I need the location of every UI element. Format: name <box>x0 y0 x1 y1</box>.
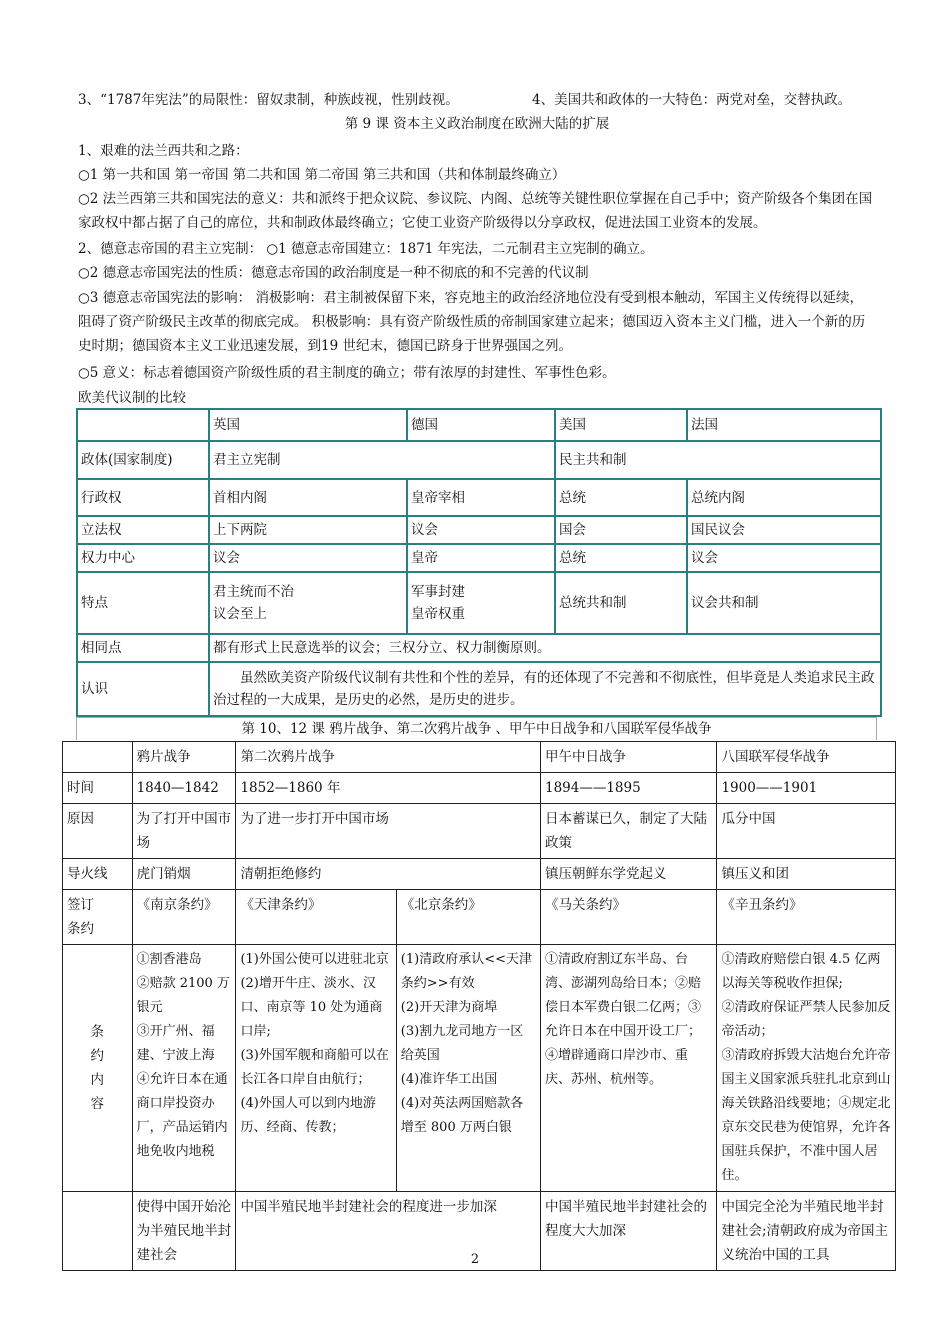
para-1: 1、艰难的法兰西共和之路： <box>78 143 249 159</box>
table-cell: 镇压义和团 <box>717 859 896 890</box>
table-cell: 议会 <box>407 516 555 544</box>
table-cell: 甲午中日战争 <box>540 742 716 773</box>
table-cell: ①割香港岛 ②赔款 2100 万银元 ③开广州、福建、宁波上海 ④允许日本在通商口岸投资办厂，产品运销内地免收内地税 <box>132 945 236 1192</box>
table-cell: 1840—1842 <box>132 773 236 804</box>
table-row <box>63 773 896 804</box>
table-cell: ①清政府赔偿白银 4.5 亿两以海关等税收作担保; ②清政府保证严禁人民参加反帝活动； ③清政府拆毁大沽炮台允许帝国主义国家派兵驻扎北京到山海关铁路沿线要地；④规定北京东交民巷为使馆界，允许各国驻兵保护，不准中国人居住。 <box>717 945 896 1192</box>
table-cell: 总统内阁 <box>687 479 881 516</box>
table-cell: 导火线 <box>63 859 133 890</box>
table-cell: 军事封建 皇帝权重 <box>407 572 555 634</box>
table-cell: 中国完全沦为半殖民地半封建社会;清朝政府成为帝国主义统治中国的工具 <box>717 1192 896 1271</box>
table-cell: 《天津条约》 <box>236 890 396 945</box>
table-row <box>63 945 896 1192</box>
top-line-right: 4、美国共和政体的一大特色：两党对垒，交替执政。 <box>532 92 852 108</box>
table-cell: 1900——1901 <box>717 773 896 804</box>
table-cell: 政体(国家制度) <box>77 441 209 479</box>
table-cell: 议会共和制 <box>687 572 881 634</box>
table-cell: 法国 <box>687 409 881 441</box>
table-row <box>63 804 896 859</box>
table-cell: 行政权 <box>77 479 209 516</box>
table-cell: 上下两院 <box>209 516 407 544</box>
table-cell: 英国 <box>209 409 407 441</box>
table-cell: 《辛丑条约》 <box>717 890 896 945</box>
comparison-table <box>76 408 882 717</box>
table-cell: 皇帝宰相 <box>407 479 555 516</box>
top-line-left: 3、“1787年宪法”的局限性：留奴隶制，种族歧视，性别歧视。 <box>78 92 459 108</box>
table-cell: 中国半殖民地半封建社会的程度大大加深 <box>540 1192 716 1271</box>
table-cell: 虽然欧美资产阶级代议制有共性和个性的差异，有的还体现了不完善和不彻底性，但毕竟是人类追求民主政治过程的一大成果，是历史的必然，是历史的进步。 <box>209 662 881 716</box>
table-cell: 立法权 <box>77 516 209 544</box>
table-cell: 为了打开中国市场 <box>132 804 236 859</box>
table-row <box>77 479 881 516</box>
table-cell: 1852—1860 年 <box>236 773 541 804</box>
table-cell: 君主统而不治 议会至上 <box>209 572 407 634</box>
table2-caption: 第 10、12 课 鸦片战争、第二次鸦片战争 、甲午中日战争和八国联军侵华战争 <box>76 717 877 740</box>
table-cell: 时间 <box>63 773 133 804</box>
table-row <box>77 441 881 479</box>
table-cell: 清朝拒绝修约 <box>236 859 541 890</box>
table-cell: 中国半殖民地半封建社会的程度进一步加深 <box>236 1192 541 1271</box>
table-cell: 签订 条约 <box>63 890 133 945</box>
table-row <box>77 634 881 662</box>
table-cell: 权力中心 <box>77 544 209 572</box>
page-number: 2 <box>470 1252 480 1267</box>
table-row <box>77 409 881 441</box>
table-cell: ①清政府割辽东半岛、台湾、澎湖列岛给日本；②赔偿日本军费白银二亿两；③允许日本在中国开设工厂；④增辟通商口岸沙市、重庆、苏州、杭州等。 <box>540 945 716 1192</box>
table-cell: 总统 <box>555 544 687 572</box>
table-cell: 镇压朝鲜东学党起义 <box>540 859 716 890</box>
table-cell: 《北京条约》 <box>396 890 540 945</box>
para-4: 2、德意志帝国的君主立宪制： ○1 德意志帝国建立：1871 年宪法，二元制君主立宪制的确立。 <box>78 241 654 257</box>
table-row <box>77 516 881 544</box>
table-cell: 总统 <box>555 479 687 516</box>
para-7: ○5 意义：标志着德国资产阶级性质的君主制度的确立；带有浓厚的封建性、军事性色彩。 <box>78 365 616 381</box>
table1-caption: 欧美代议制的比较 <box>78 390 186 406</box>
table-cell: 八国联军侵华战争 <box>717 742 896 773</box>
table-row <box>77 662 881 716</box>
table-cell: 《南京条约》 <box>132 890 236 945</box>
table-row <box>63 890 896 945</box>
para-2: ○1 第一共和国 第一帝国 第二共和国 第二帝国 第三共和国（共和体制最终确立） <box>78 167 566 183</box>
table-cell: 1894——1895 <box>540 773 716 804</box>
wars-table <box>62 741 896 1271</box>
para-3: ○2 法兰西第三共和国宪法的意义：共和派终于把众议院、参议院、内阁、总统等关键性职位掌握在自己手中；资产阶级各个集团在国家政权中都占据了自己的席位，共和制政体最终确立；它使工业资产阶级得以分享政权，促进法国工业资本的发展。 <box>78 191 873 231</box>
table-cell: 《马关条约》 <box>540 890 716 945</box>
table-cell: 总统共和制 <box>555 572 687 634</box>
lesson9-title: 第 9 课 资本主义政治制度在欧洲大陆的扩展 <box>344 116 610 132</box>
table-cell: 特点 <box>77 572 209 634</box>
table-cell: 德国 <box>407 409 555 441</box>
table-cell: 瓜分中国 <box>717 804 896 859</box>
table-row <box>77 544 881 572</box>
table-cell <box>77 409 209 441</box>
table-cell: 第二次鸦片战争 <box>236 742 541 773</box>
table-cell: 国民议会 <box>687 516 881 544</box>
table-cell: 鸦片战争 <box>132 742 236 773</box>
table-row <box>63 859 896 890</box>
table-cell: 日本蓄谋已久，制定了大陆政策 <box>540 804 716 859</box>
table-cell: 皇帝 <box>407 544 555 572</box>
table-cell: 原因 <box>63 804 133 859</box>
table-cell: 议会 <box>209 544 407 572</box>
table-cell: 相同点 <box>77 634 209 662</box>
table-row <box>63 742 896 773</box>
table-cell: 认识 <box>77 662 209 716</box>
table-cell: 君主立宪制 <box>209 441 555 479</box>
table-cell: 首相内阁 <box>209 479 407 516</box>
table-cell: 虎门销烟 <box>132 859 236 890</box>
table-cell: 民主共和制 <box>555 441 881 479</box>
table-cell: 美国 <box>555 409 687 441</box>
table-cell: 国会 <box>555 516 687 544</box>
table-cell: 都有形式上民意选举的议会；三权分立、权力制衡原则。 <box>209 634 881 662</box>
table-cell: 使得中国开始沦为半殖民地半封建社会 <box>132 1192 236 1271</box>
table-cell: 为了进一步打开中国市场 <box>236 804 541 859</box>
table-cell <box>63 742 133 773</box>
table-cell: 条 约 内 容 <box>63 945 133 1192</box>
table-cell: (1)清政府承认<<天津条约>>有效 (2)开天津为商埠 (3)割九龙司地方一区给英国 (4)准许华工出国 (4)对英法两国赔款各增至 800 万两白银 <box>396 945 540 1192</box>
para-5: ○2 德意志帝国宪法的性质：德意志帝国的政治制度是一种不彻底的和不完善的代议制 <box>78 265 589 281</box>
para-6: ○3 德意志帝国宪法的影响： 消极影响：君主制被保留下来，容克地主的政治经济地位没有受到根本触动，军国主义传统得以延续，阻碍了资产阶级民主改革的彻底完成。 积极影响：具有资产阶级性质的帝制国家建立起来；德国迈入资本主义门槛，进入一个新的历史时期；德国资本主义工业迅速发展，到19 世纪末，德国已跻身于世界强国之列。 <box>78 290 866 354</box>
table-cell: (1)外国公使可以进驻北京 (2)增开牛庄、淡水、汉口、南京等 10 处为通商口岸; (3)外国军舰和商船可以在长江各口岸自由航行； (4)外国人可以到内地游历、经商、传教； <box>236 945 396 1192</box>
table-cell: 议会 <box>687 544 881 572</box>
table-row <box>77 572 881 634</box>
